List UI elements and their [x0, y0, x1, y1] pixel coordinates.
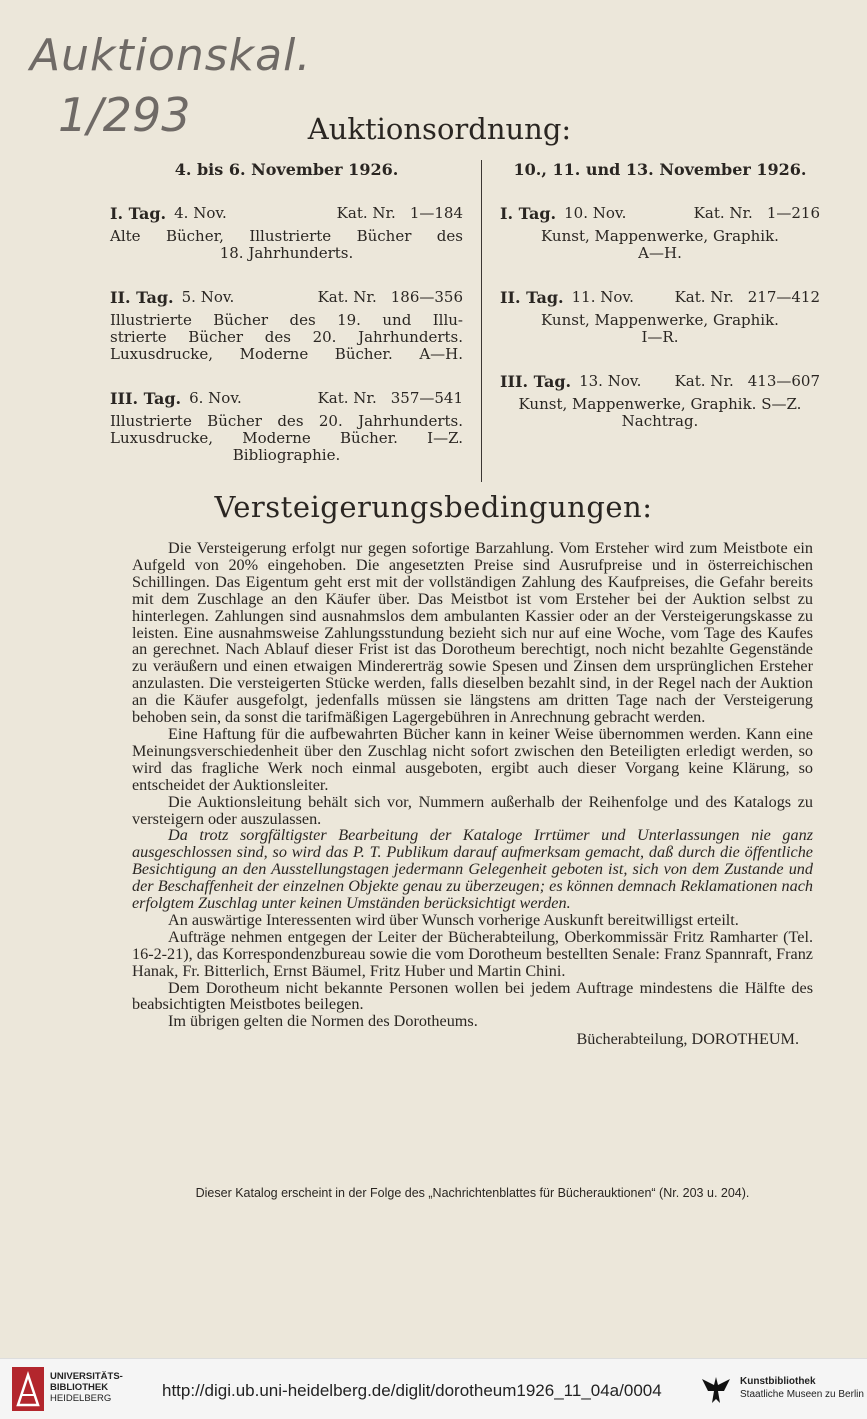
- day-label: I. Tag.: [500, 204, 557, 223]
- kb-subtitle: Staatliche Museen zu Berlin: [740, 1389, 864, 1400]
- schedule-day: [500, 204, 820, 262]
- handwritten-shelfmark: 1/293: [58, 88, 191, 142]
- catalog-range: 1—216: [766, 204, 820, 222]
- column-heading: 10., 11. und 13. November 1926.: [513, 160, 807, 179]
- day-label: II. Tag.: [110, 288, 174, 307]
- day-line: [110, 204, 463, 223]
- day-line: [500, 288, 820, 307]
- day-line: [110, 389, 463, 408]
- catalog-range: 1—184: [409, 204, 463, 222]
- paragraph: Aufträge nehmen entgegen der Leiter der Bücherabteilung, Oberkommissär Fritz Ramharter (Tel. 16-2-21), das Korrespondenzbureau sowie die vom Dorotheum bestellten Senale: Franz Spannraft, Franz Hanak, Fr. Bitterlich, Ernst Bäumel, Fritz Huber und Martin Chini.: [132, 927, 813, 980]
- eagle-logo-icon: [700, 1373, 732, 1405]
- day-date: 6. Nov.: [189, 389, 242, 407]
- conditions-title: Versteigerungsbedingungen:: [214, 490, 653, 524]
- day-date: 11. Nov.: [571, 288, 634, 306]
- handwritten-note: Auktionskal.: [30, 30, 312, 81]
- catalog-label: Kat. Nr.: [336, 204, 396, 222]
- day-line: [110, 288, 463, 307]
- day-label: III. Tag.: [500, 372, 572, 391]
- university-line: BIBLIOTHEK: [50, 1382, 109, 1393]
- catalog-label: Kat. Nr.: [674, 288, 734, 306]
- day-label: III. Tag.: [110, 389, 182, 408]
- university-line: UNIVERSITÄTS-: [50, 1371, 123, 1382]
- viewer-footer: [0, 1358, 867, 1419]
- day-line: [500, 204, 820, 223]
- column-divider: [481, 160, 482, 482]
- paragraph: Im übrigen gelten die Normen des Dorotheums.: [168, 1012, 478, 1031]
- desc-line: I—R.: [641, 328, 679, 346]
- day-date: 10. Nov.: [564, 204, 627, 222]
- permalink-url[interactable]: http://digi.ub.uni-heidelberg.de/diglit/dorotheum1926_11_04a/0004: [162, 1381, 662, 1400]
- kb-title: Kunstbibliothek: [740, 1376, 816, 1387]
- schedule-column-left: [110, 160, 463, 490]
- paragraph: Eine Haftung für die aufbewahrten Bücher kann in keiner Weise übernommen werden. Kann eine Meinungsverschiedenheit über den Zuschlag nicht sofort zwischen den Beteiligten erledigt werden, so wird das fragliche Werk noch einmal ausgeboten, ergibt auch dieser Vorgang keine Klärung, so entscheidet der Auktionsleiter.: [132, 724, 813, 794]
- catalog-label: Kat. Nr.: [317, 389, 377, 407]
- signature: Bücherabteilung, DOROTHEUM.: [576, 1030, 799, 1049]
- day-label: I. Tag.: [110, 204, 167, 223]
- schedule-day: [110, 204, 463, 262]
- footnote: Dieser Katalog erscheint in der Folge des „Nachrichtenblattes für Bücherauktionen“ (Nr. 203 u. 204).: [195, 1186, 750, 1200]
- day-date: 4. Nov.: [174, 204, 227, 222]
- catalog-range: 217—412: [747, 288, 820, 306]
- kunstbibliothek-name: [740, 1375, 864, 1401]
- day-description: [110, 413, 463, 464]
- desc-line: Illustrierte Bücher des 19. und Illu-: [110, 311, 463, 329]
- catalog-range: 186—356: [390, 288, 463, 306]
- day-label: II. Tag.: [500, 288, 564, 307]
- schedule-day: [110, 389, 463, 464]
- desc-line: Kunst, Mappenwerke, Graphik. S—Z.: [518, 395, 802, 413]
- catalog-range: 413—607: [747, 372, 820, 390]
- column-heading: 4. bis 6. November 1926.: [174, 160, 399, 179]
- schedule-day: [500, 288, 820, 346]
- day-date: 5. Nov.: [181, 288, 235, 306]
- schedule-day: [110, 288, 463, 363]
- desc-line: strierte Bücher des 20. Jahrhunderts.: [110, 328, 463, 346]
- paragraph: Die Versteigerung erfolgt nur gegen sofortige Barzahlung. Vom Ersteher wird zum Meistbote ein Aufgeld von 20% eingehoben. Die angesetzten Preise sind Ausrufpreise und in österreichischen Schillingen. Das Eigentum geht erst mit der vollständigen Zahlung des Kaufpreises, die Gefahr bereits mit dem Zuschlage an den Käufer über. Das Meistbot ist vom Ersteher bei der Auktion selbst zu hinterlegen. Zahlungen sind ausnahmslos dem ambulanten Kassier oder an der Versteigerungskasse zu leisten. Eine ausnahmsweise Zahlungsstundung bezieht sich nur auf eine Woche, vom Tage des Kaufes an gerechnet. Nach Ablauf dieser Frist ist das Dorotheum berechtigt, noch nicht bezahlte Gegenstände zu veräußern und einen etwaigen Mindererträg sowie Spesen und Zinsen dem ursprünglichen Ersteher anzulasten. Die versteigerten Stücke werden, falls dieselben bezahlt sind, in der Regel nach der Auktion an die Käufer ausgefolgt, jedenfalls müssen sie längstens am dritten Tage nach der Versteigerung behoben sein, da sonst die tarifmäßigen Lagergebühren in Anrechnung gebracht werden.: [132, 539, 813, 727]
- paragraph: Dem Dorotheum nicht bekannte Personen wollen bei jedem Auftrage mindestens die Hälfte des beabsichtigten Meistbotes beilegen.: [132, 978, 813, 1014]
- day-description: [110, 228, 463, 262]
- desc-line: Bibliographie.: [232, 446, 341, 464]
- day-description: [500, 228, 820, 262]
- auction-schedule-title: Auktionsordnung:: [307, 112, 572, 146]
- desc-line: Luxusdrucke, Moderne Bücher. I—Z.: [110, 429, 463, 447]
- university-name: [50, 1371, 123, 1404]
- paragraph: Die Auktionsleitung behält sich vor, Nummern außerhalb der Reihenfolge und des Katalogs zu versteigern oder auszulassen.: [132, 792, 813, 828]
- desc-line: Nachtrag.: [621, 412, 699, 430]
- catalog-label: Kat. Nr.: [317, 288, 377, 306]
- catalog-range: 357—541: [390, 389, 463, 407]
- day-description: [500, 396, 820, 430]
- desc-line: Kunst, Mappenwerke, Graphik.: [541, 227, 779, 245]
- desc-line: Alte Bücher, Illustrierte Bücher des: [110, 227, 463, 245]
- day-description: [110, 312, 463, 363]
- catalog-label: Kat. Nr.: [674, 372, 734, 390]
- catalog-label: Kat. Nr.: [693, 204, 753, 222]
- university-line: HEIDELBERG: [50, 1393, 112, 1404]
- paragraph-italic: Da trotz sorgfältigster Bearbeitung der Kataloge Irrtümer und Unterlassungen nie ganz ausgeschlossen sind, so wird das P. T. Publikum darauf aufmerksam gemacht, daß durch die öffentliche Besichtigung an den Ausstellungstagen jedermann Gelegenheit geboten ist, sich von dem Zustande und der Beschaffenheit der einzelnen Objekte genau zu überzeugen; es können demnach Reklamationen nach erfolgtem Zuschlag unter keinen Umständen berücksichtigt werden.: [132, 826, 813, 913]
- day-line: [500, 372, 820, 391]
- conditions-body: [132, 540, 813, 1048]
- desc-line: Illustrierte Bücher des 20. Jahrhunderts.: [110, 412, 463, 430]
- desc-line: A—H.: [638, 244, 682, 262]
- schedule-day: [500, 372, 820, 430]
- desc-line: 18. Jahrhunderts.: [219, 244, 354, 262]
- university-logo-icon: [12, 1367, 44, 1411]
- day-description: [500, 312, 820, 346]
- desc-line: Luxusdrucke, Moderne Bücher. A—H.: [110, 345, 463, 363]
- paragraph: An auswärtige Interessenten wird über Wunsch vorherige Auskunft bereitwilligst erteilt.: [168, 910, 739, 929]
- desc-line: Kunst, Mappenwerke, Graphik.: [541, 311, 779, 329]
- day-date: 13. Nov.: [579, 372, 642, 390]
- schedule-column-right: [500, 160, 820, 456]
